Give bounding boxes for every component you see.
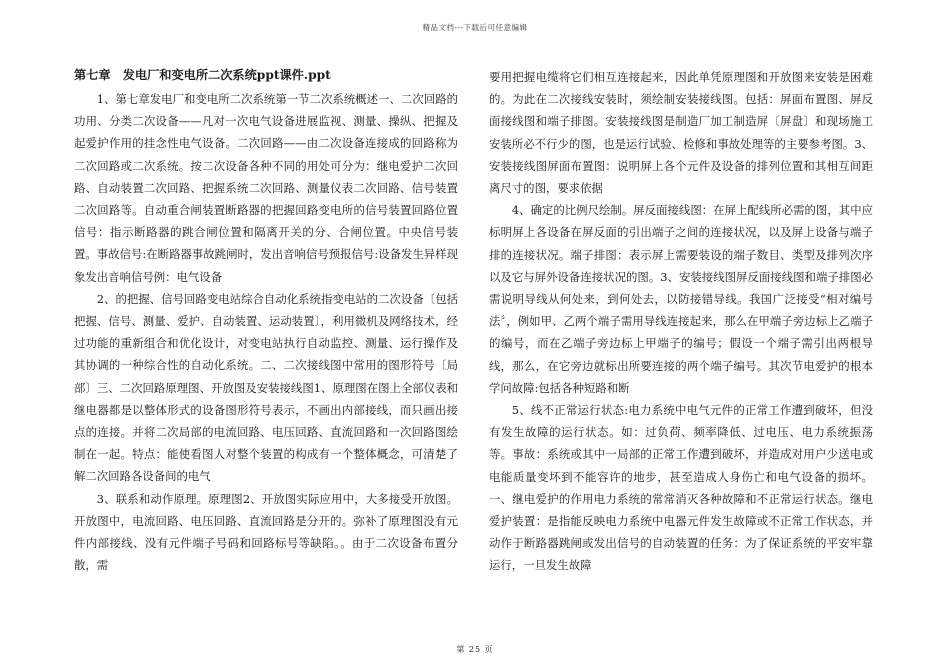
page-header-note: 精品文档---下载后可任意编辑 [422, 23, 528, 32]
page-number: 第 25 页 [456, 645, 494, 654]
document-title: 第七章 发电厂和变电所二次系统ppt课件.ppt [74, 68, 331, 82]
paragraph-1: 1、第七章发电厂和变电所二次系统第一节二次系统概述一、二次回路的功用、分类二次设备——凡对一次电气设备进展监视、测量、操纵、把握及起爱护作用的挂念性电气设备。二次回路——由二次设备连接成的回路称为二次回路或二次系统。按二次设备各种不同的用处可分为：继电爱护二次回路、自动装置二次回路、把握系统二次回路、测量仪表二次回路、信号装置二次回路等。自动重合闸装置断路器的把握回路变电所的信号装置回路位置信号：指示断路器的跳合闸位置和隔离开关的分、合闸位置。中央信号装置。事故信号:在断路器事故跳闸时，发出音响信号预报信号:设备发生异样现象发出音响信号例：电气设备 [74, 92, 458, 284]
paragraph-5: 5、线不正常运行状态:电力系统中电气元件的正常工作遭到破坏，但没有发生故障的运行状态。如：过负荷、频率降低、过电压、电力系统振荡等。事故：系统或其中一局部的正常工作遭到破坏，并造成对用户少送电或电能质量变坏到不能容许的地步，甚至造成人身伤亡和电气设备的损坏。一、继电爱护的作用电力系统的常常消灭各种故障和不正常运行状态。继电爱护装置：是指能反映电力系统中电器元件发生故障或不正常工作状态，并动作于断路器跳闸或发出信号的自动装置的任务：为了保证系统的平安牢靠运行，一旦发生故障 [489, 403, 873, 573]
paragraph-3: 3、联系和动作原理。原理图2、开放图实际应用中，大多接受开放图。开放图中，电流回路、电压回路、直流回路是分开的。弥补了原理图没有元件内部接线、没有元件端子号码和回路标号等缺陷。。由于二次设备布置分散，需 [74, 491, 458, 573]
paragraph-3-continued: 要用把握电缆将它们相互连接起来，因此单凭原理图和开放图来安装是困难的。为此在二次接线安装时，须绘制安装接线图。包括：屏面布置图、屏反面接线图和端子排图。安装接线图是制造厂加工制造屏〔屏盘〕和现场施工安装所必不行少的图，也是运行试验、检修和事故处理等的主要参考图。3、安装接线图屏面布置图：说明屏上各个元件及设备的排列位置和其相互间距离尺寸的图，要求依据 [489, 70, 873, 196]
right-column [489, 66, 873, 577]
paragraph-2: 2、的把握、信号回路变电站综合自动化系统指变电站的二次设备〔包括把握、信号、测量、爱护、自动装置、运动装置〕，利用微机及网络技术，经过功能的重新组合和优化设计，对变电站执行自动监控、测量、运行操作及其协调的一种综合性的自动化系统。二、二次接线图中常用的图形符号〔局部〕三、二次回路原理图、开放图及安装接线图1、原理图在图上全部仪表和继电器都是以整体形式的设备图形符号表示，不画出内部接线，而只画出接点的连接。并将二次局部的电流回路、电压回路、直流回路和一次回路图绘制在一起。特点：能使看图人对整个装置的构成有一个整体概念，可清楚了解二次回路各设备间的电气 [74, 291, 458, 484]
left-column [74, 66, 458, 576]
paragraph-4: 4、确定的比例尺绘制。屏反面接线图：在屏上配线所必需的图，其中应标明屏上各设备在屏反面的引出端子之间的连接状况，以及屏上设备与端子排的连接状况。端子排图：表示屏上需要装设的端子数目、类型及排列次序以及它与屏外设备连接状况的图。3、安装接线图屏反面接线图和端子排图必需说明导线从何处来，到何处去，以防接错导线。我国广泛接受“相对编号法〞，例如甲、乙两个端子需用导线连接起来，那么在甲端子旁边标上乙端子的编号，而在乙端子旁边标上甲端子的编号；假设一个端子需引出两根导线，那么，在它旁边就标出所要连接的两个端子编号。其次节电爱护的根本学问故障:包括各种短路和断 [489, 203, 873, 395]
